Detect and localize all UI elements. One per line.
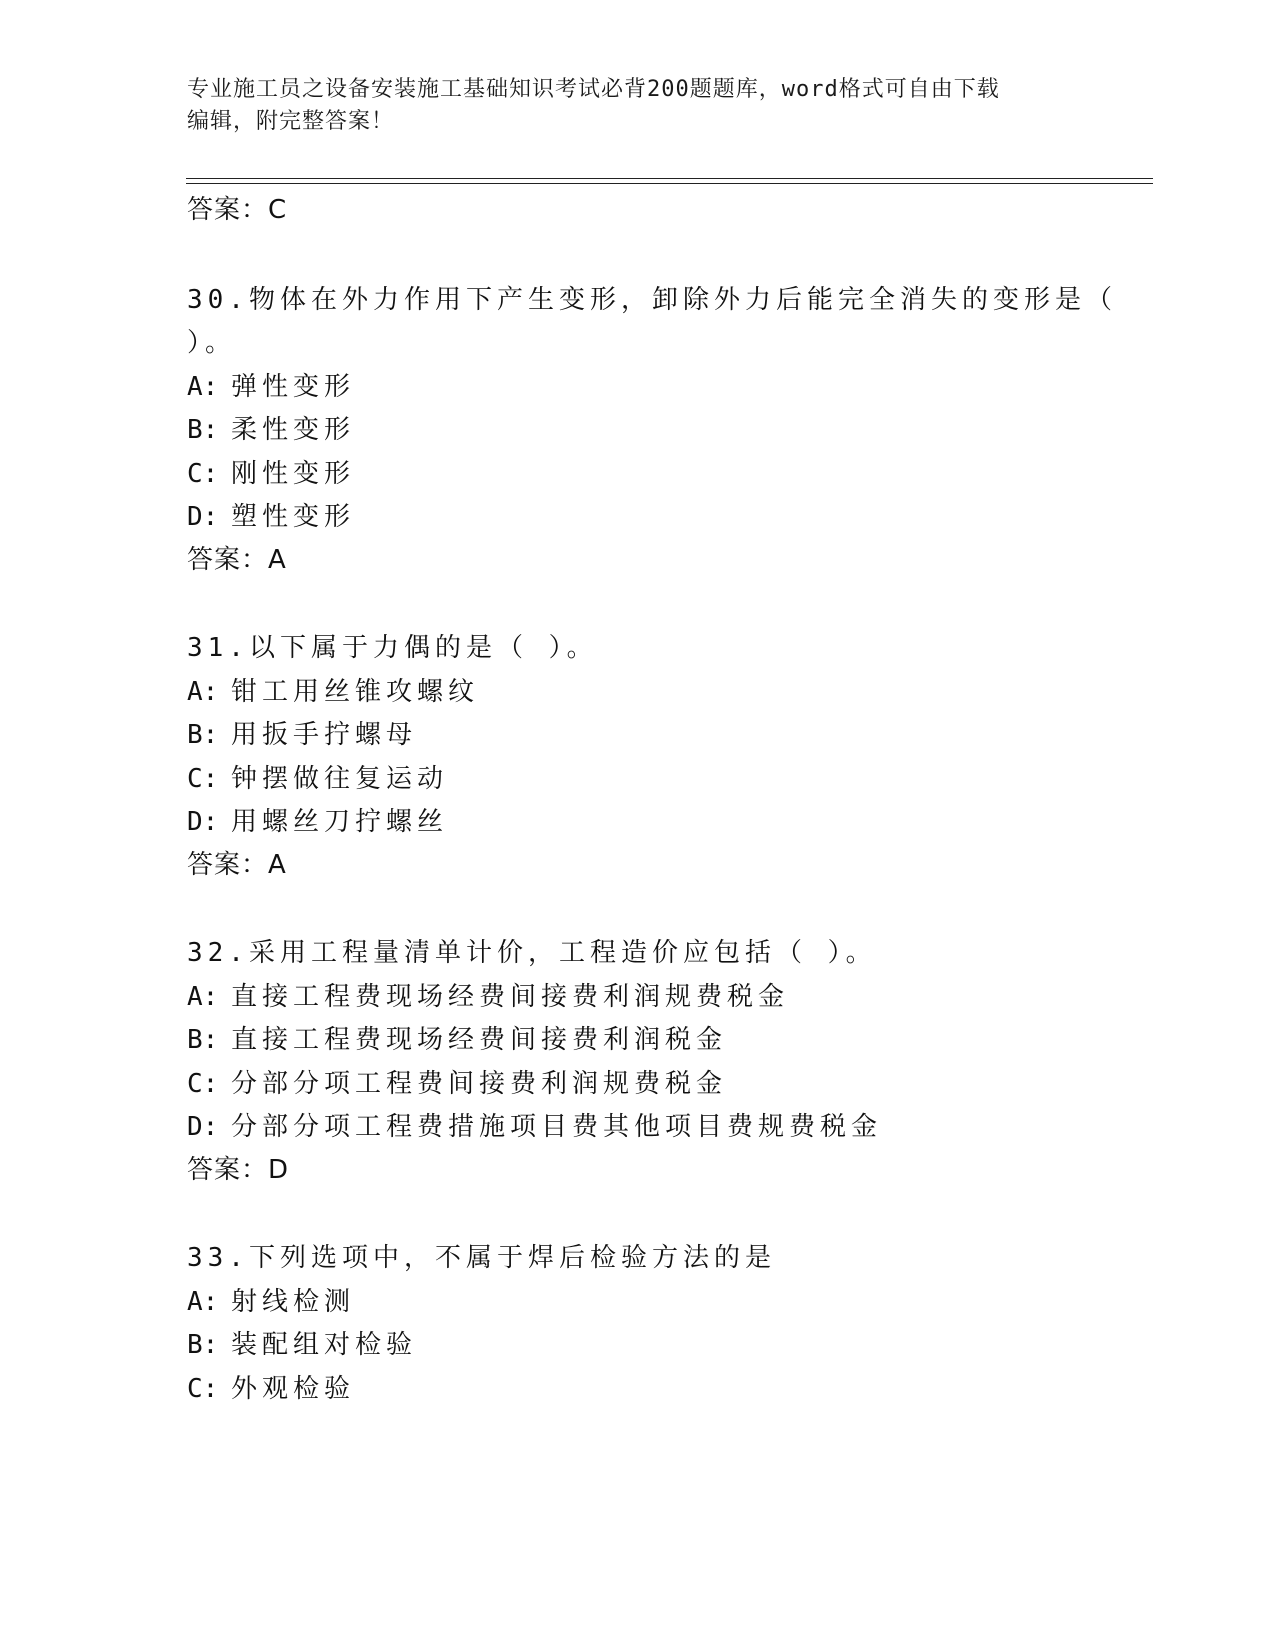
- question-stem: 31.以下属于力偶的是（ ）。: [187, 633, 598, 663]
- option-b: [187, 1328, 417, 1362]
- option-key: B:: [187, 1025, 219, 1055]
- option-text: 分部分项工程费间接费利润规费税金: [231, 1069, 728, 1099]
- option-d: [187, 1110, 882, 1144]
- header-title-line2: 编辑，附完整答案！: [187, 109, 395, 134]
- option-text: 装配组对检验: [231, 1330, 418, 1360]
- option-text: 直接工程费现场经费间接费利润税金: [231, 1025, 728, 1055]
- answer-prev: 答案：C: [187, 195, 288, 225]
- option-text: 外观检验: [231, 1374, 356, 1404]
- option-text: 分部分项工程费措施项目费其他项目费规费税金: [231, 1112, 883, 1142]
- option-key: B:: [187, 415, 219, 445]
- option-text: 钟摆做往复运动: [231, 764, 449, 794]
- option-key: D:: [187, 502, 219, 532]
- option-key: A:: [187, 1287, 219, 1317]
- question-stem-continued: ）。: [187, 328, 237, 358]
- option-key: C:: [187, 1374, 219, 1404]
- option-text: 柔性变形: [231, 415, 356, 445]
- option-key: C:: [187, 764, 219, 794]
- option-key: D:: [187, 1112, 219, 1142]
- option-key: B:: [187, 720, 219, 750]
- option-c: [187, 457, 355, 491]
- option-d: [187, 805, 448, 839]
- option-text: 弹性变形: [231, 372, 356, 402]
- option-a: [187, 980, 789, 1014]
- option-d: [187, 500, 355, 534]
- option-a: [187, 675, 479, 709]
- option-key: B:: [187, 1330, 219, 1360]
- document-header: [187, 74, 1077, 138]
- option-b: [187, 718, 417, 752]
- option-b: [187, 1023, 727, 1057]
- header-divider-top: [186, 178, 1153, 179]
- question-answer: 答案：A: [187, 850, 287, 880]
- option-c: [187, 1067, 727, 1101]
- option-a: [187, 370, 355, 404]
- option-key: C:: [187, 1069, 219, 1099]
- option-c: [187, 762, 448, 796]
- option-key: A:: [187, 372, 219, 402]
- option-c: [187, 1372, 355, 1406]
- option-b: [187, 413, 355, 447]
- option-key: C:: [187, 459, 219, 489]
- option-key: D:: [187, 807, 219, 837]
- option-text: 塑性变形: [231, 502, 356, 532]
- header-divider-bottom: [186, 183, 1153, 184]
- question-stem: 30.物体在外力作用下产生变形，卸除外力后能完全消失的变形是（: [187, 285, 1117, 315]
- option-text: 刚性变形: [231, 459, 356, 489]
- question-answer: 答案：D: [187, 1155, 290, 1185]
- option-text: 直接工程费现场经费间接费利润规费税金: [231, 982, 790, 1012]
- option-text: 用扳手拧螺母: [231, 720, 418, 750]
- question-stem: 32.采用工程量清单计价，工程造价应包括（ ）。: [187, 938, 877, 968]
- option-a: [187, 1285, 355, 1319]
- option-text: 用螺丝刀拧螺丝: [231, 807, 449, 837]
- option-text: 射线检测: [231, 1287, 356, 1317]
- option-text: 钳工用丝锥攻螺纹: [231, 677, 480, 707]
- option-key: A:: [187, 677, 219, 707]
- question-answer: 答案：A: [187, 545, 287, 575]
- question-stem: 33.下列选项中，不属于焊后检验方法的是: [187, 1243, 776, 1273]
- header-title-line1: 专业施工员之设备安装施工基础知识考试必背200题题库，word格式可自由下载: [187, 77, 1000, 102]
- option-key: A:: [187, 982, 219, 1012]
